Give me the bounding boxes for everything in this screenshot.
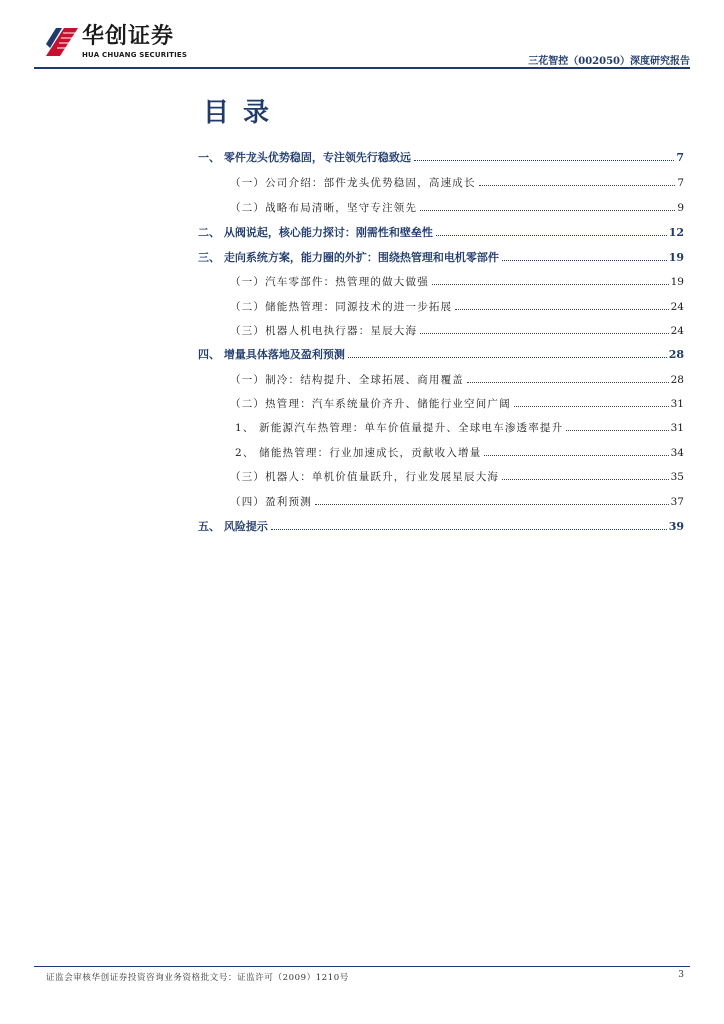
toc-entry-page: 24 xyxy=(670,301,684,313)
toc-entry-page: 34 xyxy=(670,447,684,459)
toc-entry[interactable] xyxy=(235,444,684,462)
toc-entry[interactable] xyxy=(230,174,684,192)
logo-english-name: HUA CHUANG SECURITIES xyxy=(82,51,188,59)
toc-entry[interactable] xyxy=(230,273,684,291)
toc-dot-leader xyxy=(484,455,668,456)
toc-entry-title: 五、 风险提示 xyxy=(198,520,268,533)
toc-entry-title: （一）公司介绍：部件龙头优势稳固，高速成长 xyxy=(230,177,476,189)
page-number: 3 xyxy=(678,970,684,980)
toc-dot-leader xyxy=(502,260,667,261)
toc-dot-leader xyxy=(348,357,667,358)
toc-entry-page: 37 xyxy=(670,496,684,508)
logo-chinese-name: 华创证券 xyxy=(82,24,175,49)
toc-entry-title: （三）机器人机电执行器：星辰大海 xyxy=(230,325,418,337)
toc-entry[interactable] xyxy=(198,224,684,242)
toc-entry-title: （一）制冷：结构提升、全球拓展、商用覆盖 xyxy=(230,374,464,386)
toc-entry-page: 31 xyxy=(670,422,684,434)
toc-entry-title: （四）盈利预测 xyxy=(230,496,312,508)
company-logo xyxy=(46,24,206,64)
toc-dot-leader xyxy=(414,160,675,161)
toc-entry-title: 三、 走向系统方案，能力圈的外扩：围绕热管理和电机零部件 xyxy=(198,251,499,264)
toc-entry-title: （一）汽车零部件：热管理的做大做强 xyxy=(230,276,429,288)
footer-divider xyxy=(34,966,690,967)
toc-dot-leader xyxy=(514,406,669,407)
toc-entry[interactable] xyxy=(230,395,684,413)
toc-entry-page: 39 xyxy=(668,520,684,533)
toc-entry[interactable] xyxy=(230,493,684,511)
toc-dot-leader xyxy=(271,529,667,530)
toc-entry-title: （二）热管理：汽车系统量价齐升、储能行业空间广阔 xyxy=(230,398,511,410)
toc-entry-title: （二）战略布局清晰，坚守专注领先 xyxy=(230,202,418,214)
toc-entry-page: 12 xyxy=(668,226,684,239)
toc-entry-page: 7 xyxy=(676,151,684,164)
toc-dot-leader xyxy=(432,284,669,285)
toc-entry-page: 28 xyxy=(668,348,684,361)
toc-entry[interactable] xyxy=(198,518,684,536)
toc-entry-page: 28 xyxy=(670,374,684,386)
toc-entry[interactable] xyxy=(230,322,684,340)
toc-entry-page: 35 xyxy=(670,471,684,483)
toc-entry[interactable] xyxy=(198,149,684,167)
toc-dot-leader xyxy=(467,382,669,383)
toc-entry-title: 2、 储能热管理：行业加速成长，贡献收入增量 xyxy=(235,447,482,459)
toc-dot-leader xyxy=(315,504,669,505)
toc-entry-page: 19 xyxy=(670,276,684,288)
toc-dot-leader xyxy=(436,235,667,236)
toc-dot-leader xyxy=(455,309,668,310)
toc-entry-page: 24 xyxy=(670,325,684,337)
report-title: 三花智控（002050）深度研究报告 xyxy=(528,56,690,67)
toc-entry-page: 9 xyxy=(677,202,684,214)
page-header xyxy=(0,0,724,72)
toc-dot-leader xyxy=(420,333,668,334)
toc-dot-leader xyxy=(502,479,669,480)
toc-entry-page: 19 xyxy=(668,251,684,264)
toc-heading: 目录 xyxy=(203,98,284,128)
toc-entry[interactable] xyxy=(235,419,684,437)
toc-entry-title: 一、 零件龙头优势稳固，专注领先行稳致远 xyxy=(198,151,411,164)
toc-entry[interactable] xyxy=(230,468,684,486)
logo-mark-icon xyxy=(46,24,78,56)
toc-entry-page: 7 xyxy=(677,177,684,189)
toc-entry[interactable] xyxy=(198,346,684,364)
header-divider xyxy=(34,67,690,69)
toc-entry[interactable] xyxy=(230,298,684,316)
toc-dot-leader xyxy=(420,210,675,211)
toc-entry[interactable] xyxy=(198,249,684,267)
toc-entry-title: 1、 新能源汽车热管理：单车价值量提升、全球电车渗透率提升 xyxy=(235,422,564,434)
toc-dot-leader xyxy=(479,185,676,186)
toc-entry-title: 四、 增量具体落地及盈利预测 xyxy=(198,348,345,361)
toc-entry-title: 二、 从阀说起，核心能力探讨：刚需性和壁垒性 xyxy=(198,226,433,239)
toc-entry[interactable] xyxy=(230,199,684,217)
toc-entry-title: （二）储能热管理：同源技术的进一步拓展 xyxy=(230,301,453,313)
toc-dot-leader xyxy=(566,430,668,431)
toc-entry-page: 31 xyxy=(670,398,684,410)
toc-entry-title: （三）机器人：单机价值量跃升，行业发展星辰大海 xyxy=(230,471,500,483)
footer-license-text: 证监会审核华创证券投资咨询业务资格批文号：证监许可（2009）1210号 xyxy=(46,973,349,983)
toc-entry[interactable] xyxy=(230,371,684,389)
